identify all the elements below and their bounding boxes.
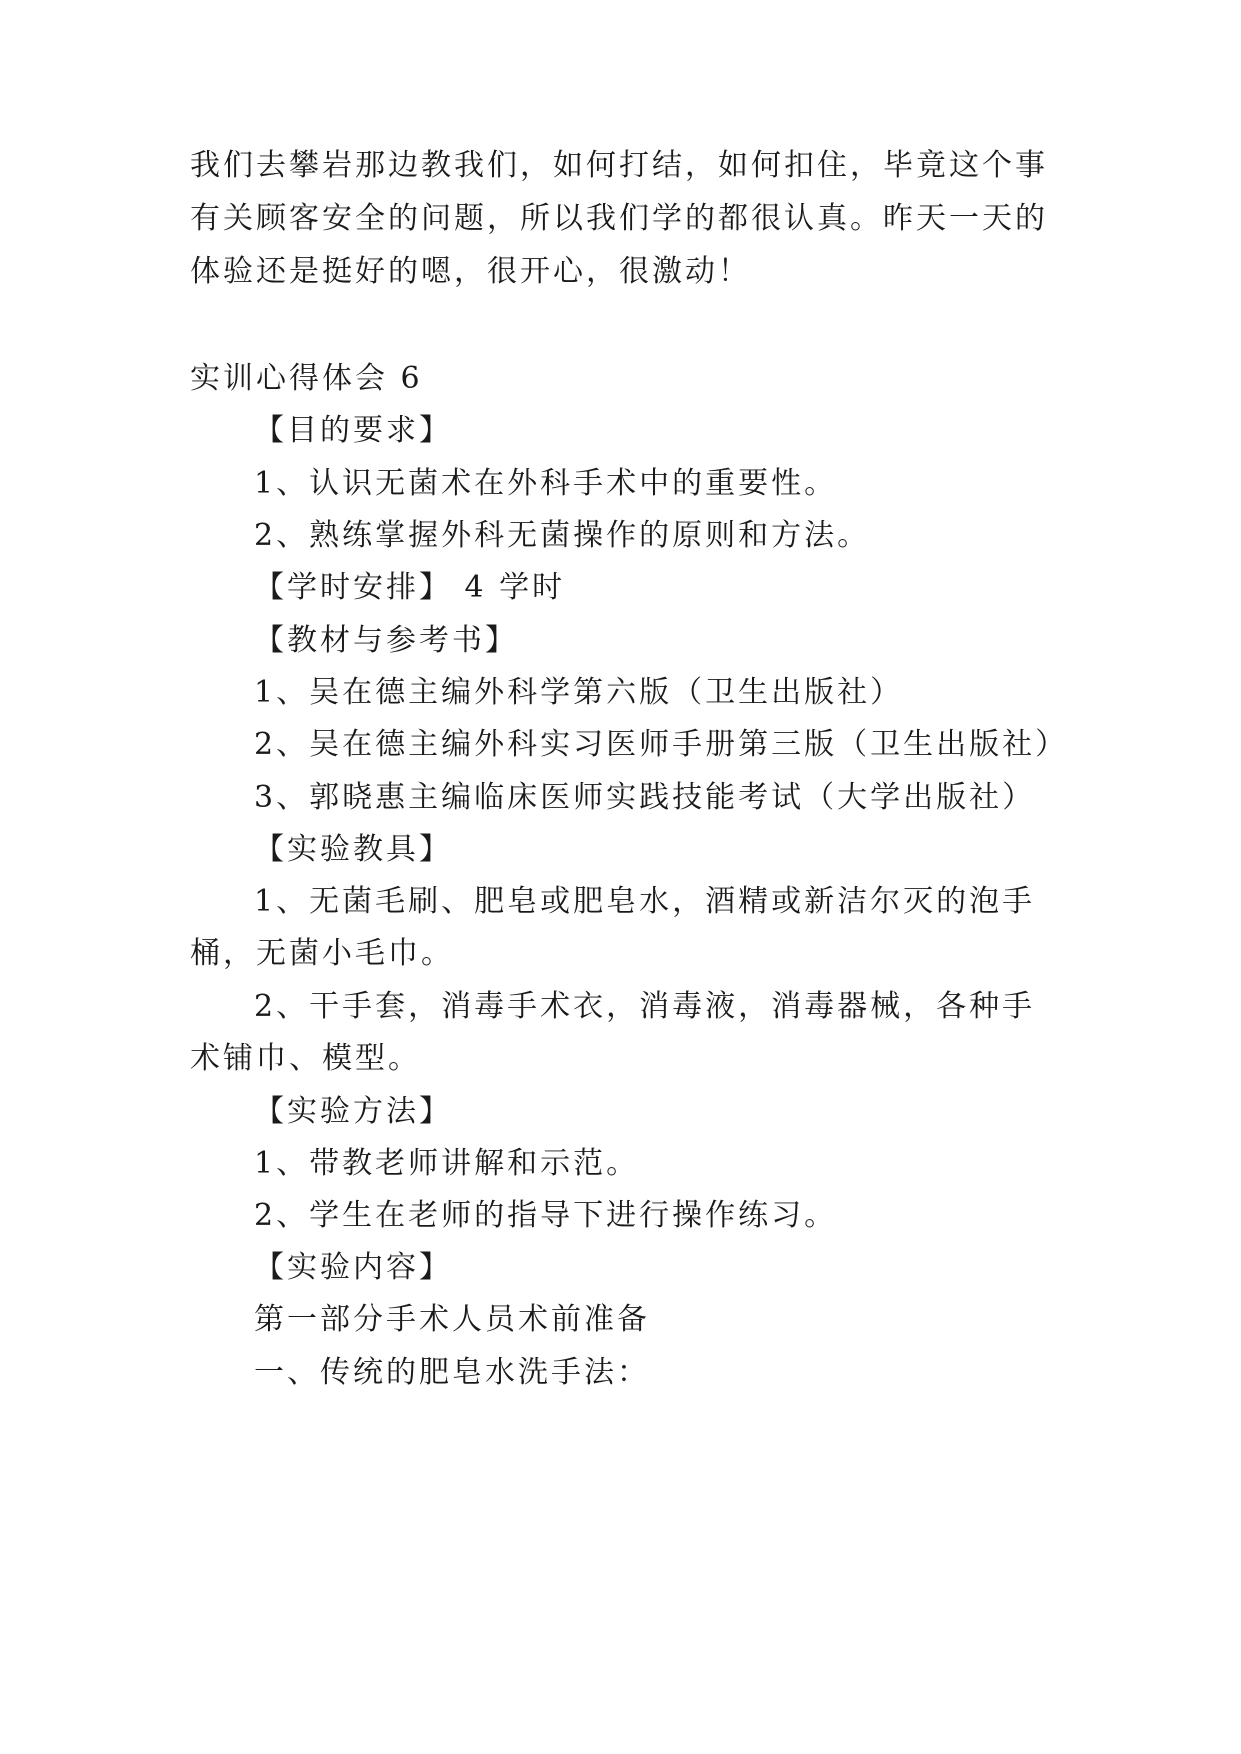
methods-heading: 【实验方法】 [254,1094,452,1129]
book-item-2: 2、吴在德主编外科实习医师手册第三版（卫生出版社） [254,727,1069,762]
intro-line-3: 体验还是挺好的嗯，很开心，很激动！ [190,254,751,289]
tools-item-2-line-1: 2、干手套，消毒手术衣，消毒液，消毒器械，各种手 [254,989,1036,1024]
method-item-2: 2、学生在老师的指导下进行操作练习。 [254,1198,838,1233]
book-item-1: 1、吴在德主编外科学第六版（卫生出版社） [254,675,904,710]
books-heading: 【教材与参考书】 [254,623,518,658]
purpose-item-1: 1、认识无菌术在外科手术中的重要性。 [254,466,838,501]
tools-heading: 【实验教具】 [254,832,452,867]
purpose-item-2: 2、熟练掌握外科无菌操作的原则和方法。 [254,518,871,553]
book-item-3: 3、郭晓惠主编临床医师实践技能考试（大学出版社） [254,780,1036,815]
method-item-1: 1、带教老师讲解和示范。 [254,1146,640,1181]
content-heading: 【实验内容】 [254,1250,452,1285]
intro-line-2: 有关顾客安全的问题，所以我们学的都很认真。昨天一天的 [190,201,1048,236]
intro-line-1: 我们去攀岩那边教我们，如何打结，如何扣住，毕竟这个事 [190,148,1048,183]
hours-line: 【学时安排】 4 学时 [254,570,566,605]
tools-item-2-line-2: 术铺巾、模型。 [190,1041,421,1076]
tools-item-1-line-1: 1、无菌毛刷、肥皂或肥皂水，酒精或新洁尔灭的泡手 [254,884,1036,919]
section-title: 实训心得体会 6 [190,361,423,396]
purpose-heading: 【目的要求】 [254,413,452,448]
content-sub: 一、传统的肥皂水洗手法： [254,1355,650,1390]
content-part: 第一部分手术人员术前准备 [254,1302,650,1337]
tools-item-1-line-2: 桶，无菌小毛巾。 [190,936,454,971]
